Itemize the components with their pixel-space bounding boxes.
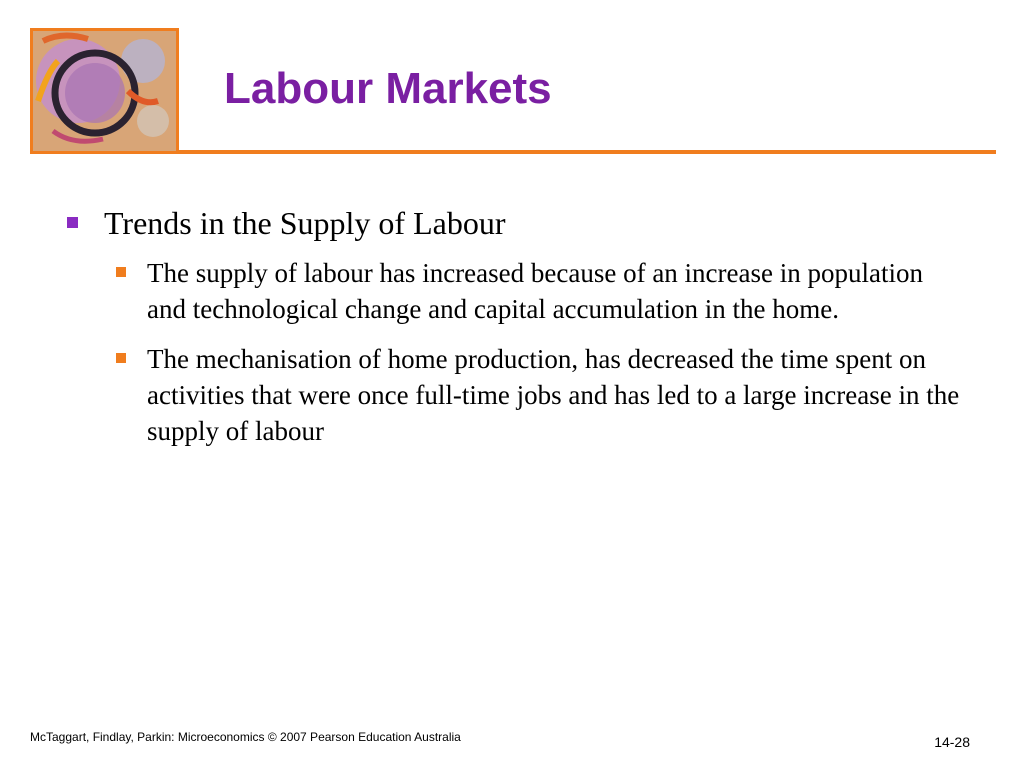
page-number: 14-28 [934,734,970,750]
bullet-text: The supply of labour has increased because of an increase in population and technological change and capital accumulation in the home. [147,258,923,324]
square-bullet-icon [116,353,126,363]
bullet-level-2 [64,341,964,449]
square-bullet-icon [67,217,78,228]
square-bullet-icon [116,267,126,277]
title-divider [178,150,996,154]
sub-bullet-list [64,255,964,449]
bullet-text: Trends in the Supply of Labour [104,205,506,241]
decorative-logo-image [30,28,179,154]
slide-body [64,203,964,463]
slide-title: Labour Markets [224,64,552,113]
bullet-level-2 [64,255,964,327]
footer-citation: McTaggart, Findlay, Parkin: Microeconomics © 2007 Pearson Education Australia [30,730,461,744]
bullet-text: The mechanisation of home production, has decreased the time spent on activities that were once full-time jobs and has led to a large increase in the supply of labour [147,344,960,446]
bullet-level-1 [64,203,964,243]
